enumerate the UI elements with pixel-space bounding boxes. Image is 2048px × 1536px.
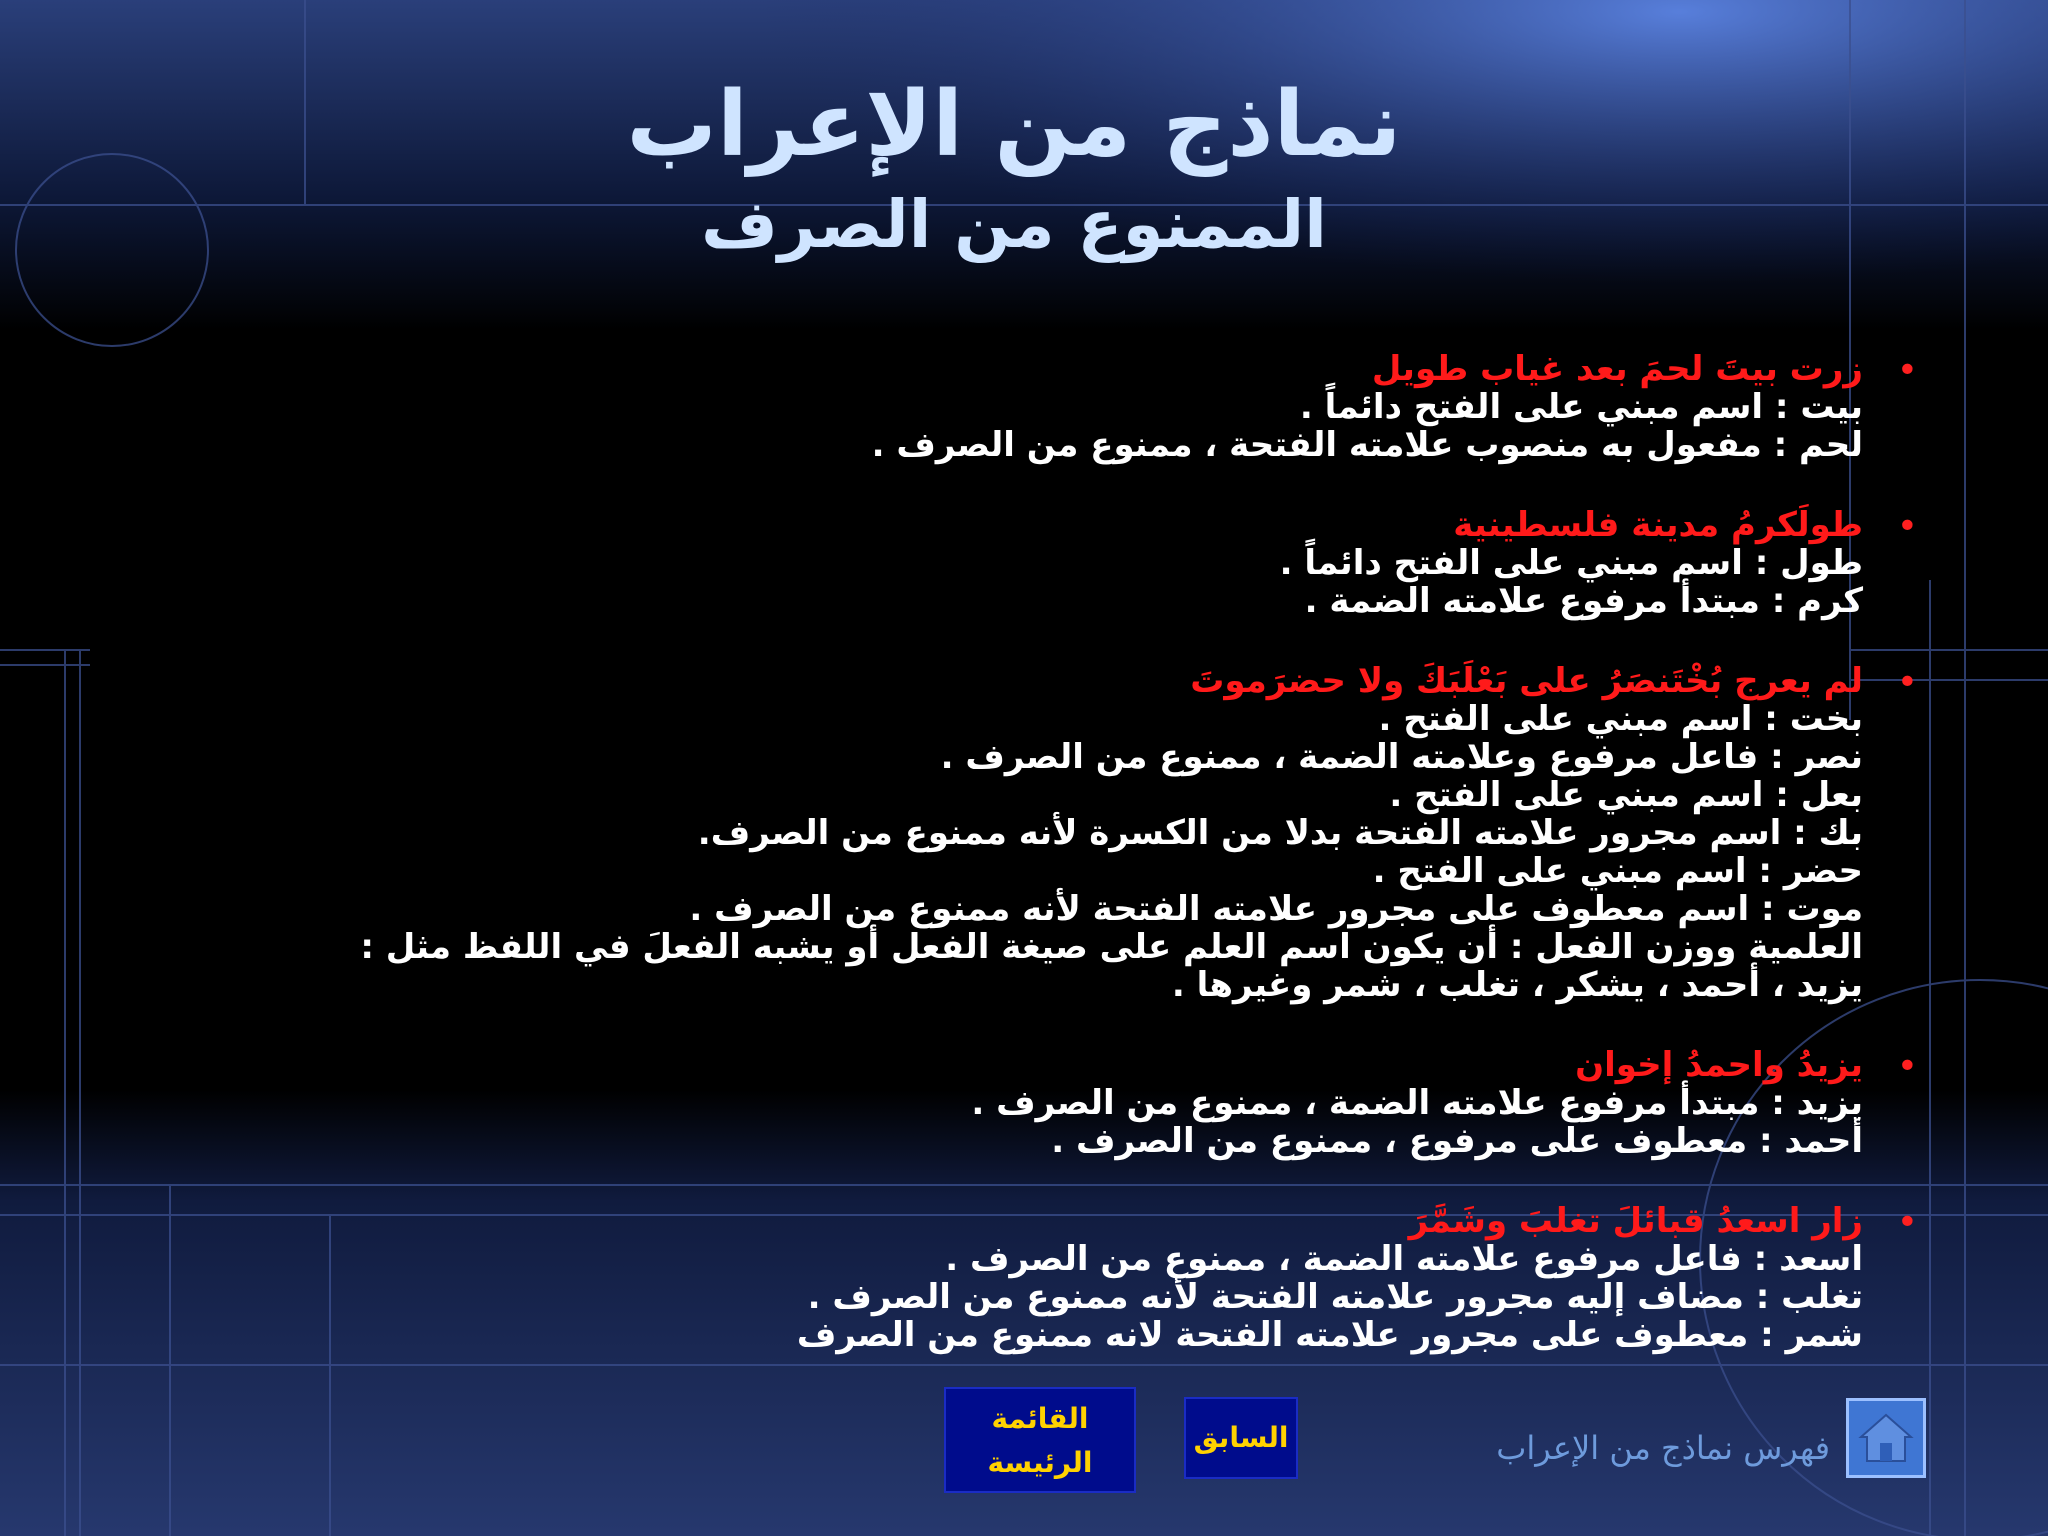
parsing-line: نصر : فاعل مرفوع وعلامته الضمة ، ممنوع من الصرف . bbox=[940, 737, 1863, 777]
previous-button[interactable]: السابق bbox=[1184, 1397, 1298, 1479]
parsing-line: يزيد ، أحمد ، يشكر ، تغلب ، شمر وغيرها . bbox=[1171, 965, 1863, 1005]
parsing-line: بيت : اسم مبني على الفتح دائماً . bbox=[1299, 387, 1863, 427]
home-button[interactable] bbox=[1846, 1398, 1926, 1478]
slide-title-block bbox=[0, 70, 2048, 270]
parsing-line: حضر : اسم مبني على الفتح . bbox=[1372, 851, 1863, 891]
main-menu-label-line2: الرئيسة bbox=[987, 1446, 1093, 1479]
bullet-icon: • bbox=[1896, 1202, 1918, 1243]
example-sentence: يزيدُ واحمدُ إخوان bbox=[1575, 1045, 1863, 1085]
parsing-line: طول : اسم مبني على الفتح دائماً . bbox=[1279, 543, 1863, 583]
parsing-line: كرم : مبتدأ مرفوع علامته الضمة . bbox=[1304, 581, 1863, 621]
list-item bbox=[53, 661, 1918, 1005]
main-menu-label-line1: القائمة bbox=[991, 1402, 1089, 1435]
list-item bbox=[53, 505, 1918, 621]
bullet-icon: • bbox=[1896, 1046, 1918, 1087]
example-sentence: لم يعرج بُخْتَنصَرُ على بَعْلَبَكَ ولا حضرَموتَ bbox=[1190, 661, 1863, 701]
slide-subtitle: الممنوع من الصرف bbox=[701, 186, 1327, 263]
example-sentence: زار اسعدُ قبائلَ تغلبَ وشَمَّرَ bbox=[1408, 1201, 1863, 1241]
parsing-line: تغلب : مضاف إليه مجرور علامته الفتحة لأنه ممنوع من الصرف . bbox=[807, 1277, 1863, 1317]
examples-list bbox=[53, 349, 1918, 1396]
bullet-icon: • bbox=[1896, 506, 1918, 547]
parsing-line: لحم : مفعول به منصوب علامته الفتحة ، ممنوع من الصرف . bbox=[871, 425, 1863, 465]
example-sentence: زرت بيتَ لحمَ بعد غياب طويل bbox=[1371, 349, 1863, 389]
index-link[interactable]: فهرس نماذج من الإعراب bbox=[1496, 1429, 1830, 1467]
parsing-line: يزيد : مبتدأ مرفوع علامته الضمة ، ممنوع من الصرف . bbox=[971, 1083, 1863, 1123]
example-sentence: طولَكرمُ مدينة فلسطينية bbox=[1453, 505, 1863, 545]
list-item bbox=[53, 1045, 1918, 1161]
parsing-line: أحمد : معطوف على مرفوع ، ممنوع من الصرف . bbox=[1051, 1121, 1863, 1161]
main-menu-button[interactable] bbox=[944, 1387, 1136, 1493]
parsing-line: بك : اسم مجرور علامته الفتحة بدلا من الكسرة لأنه ممنوع من الصرف. bbox=[697, 813, 1863, 853]
parsing-line: شمر : معطوف على مجرور علامته الفتحة لانه ممنوع من الصرف bbox=[796, 1315, 1863, 1355]
parsing-line: اسعد : فاعل مرفوع علامته الضمة ، ممنوع من الصرف . bbox=[945, 1239, 1863, 1279]
slide-title: نماذج من الإعراب bbox=[626, 72, 1402, 177]
parsing-line: العلمية ووزن الفعل : أن يكون اسم العلم على صيغة الفعل أو يشبه الفعلَ في اللفظ مثل : bbox=[360, 927, 1863, 967]
bullet-icon: • bbox=[1896, 662, 1918, 703]
parsing-line: بعل : اسم مبني على الفتح . bbox=[1389, 775, 1863, 815]
parsing-line: موت : اسم معطوف على مجرور علامته الفتحة لأنه ممنوع من الصرف . bbox=[689, 889, 1863, 929]
parsing-line: بخت : اسم مبني على الفتح . bbox=[1378, 699, 1863, 739]
list-item bbox=[53, 349, 1918, 465]
list-item bbox=[53, 1201, 1918, 1355]
bullet-icon: • bbox=[1896, 350, 1918, 391]
home-icon bbox=[1849, 1401, 1923, 1475]
